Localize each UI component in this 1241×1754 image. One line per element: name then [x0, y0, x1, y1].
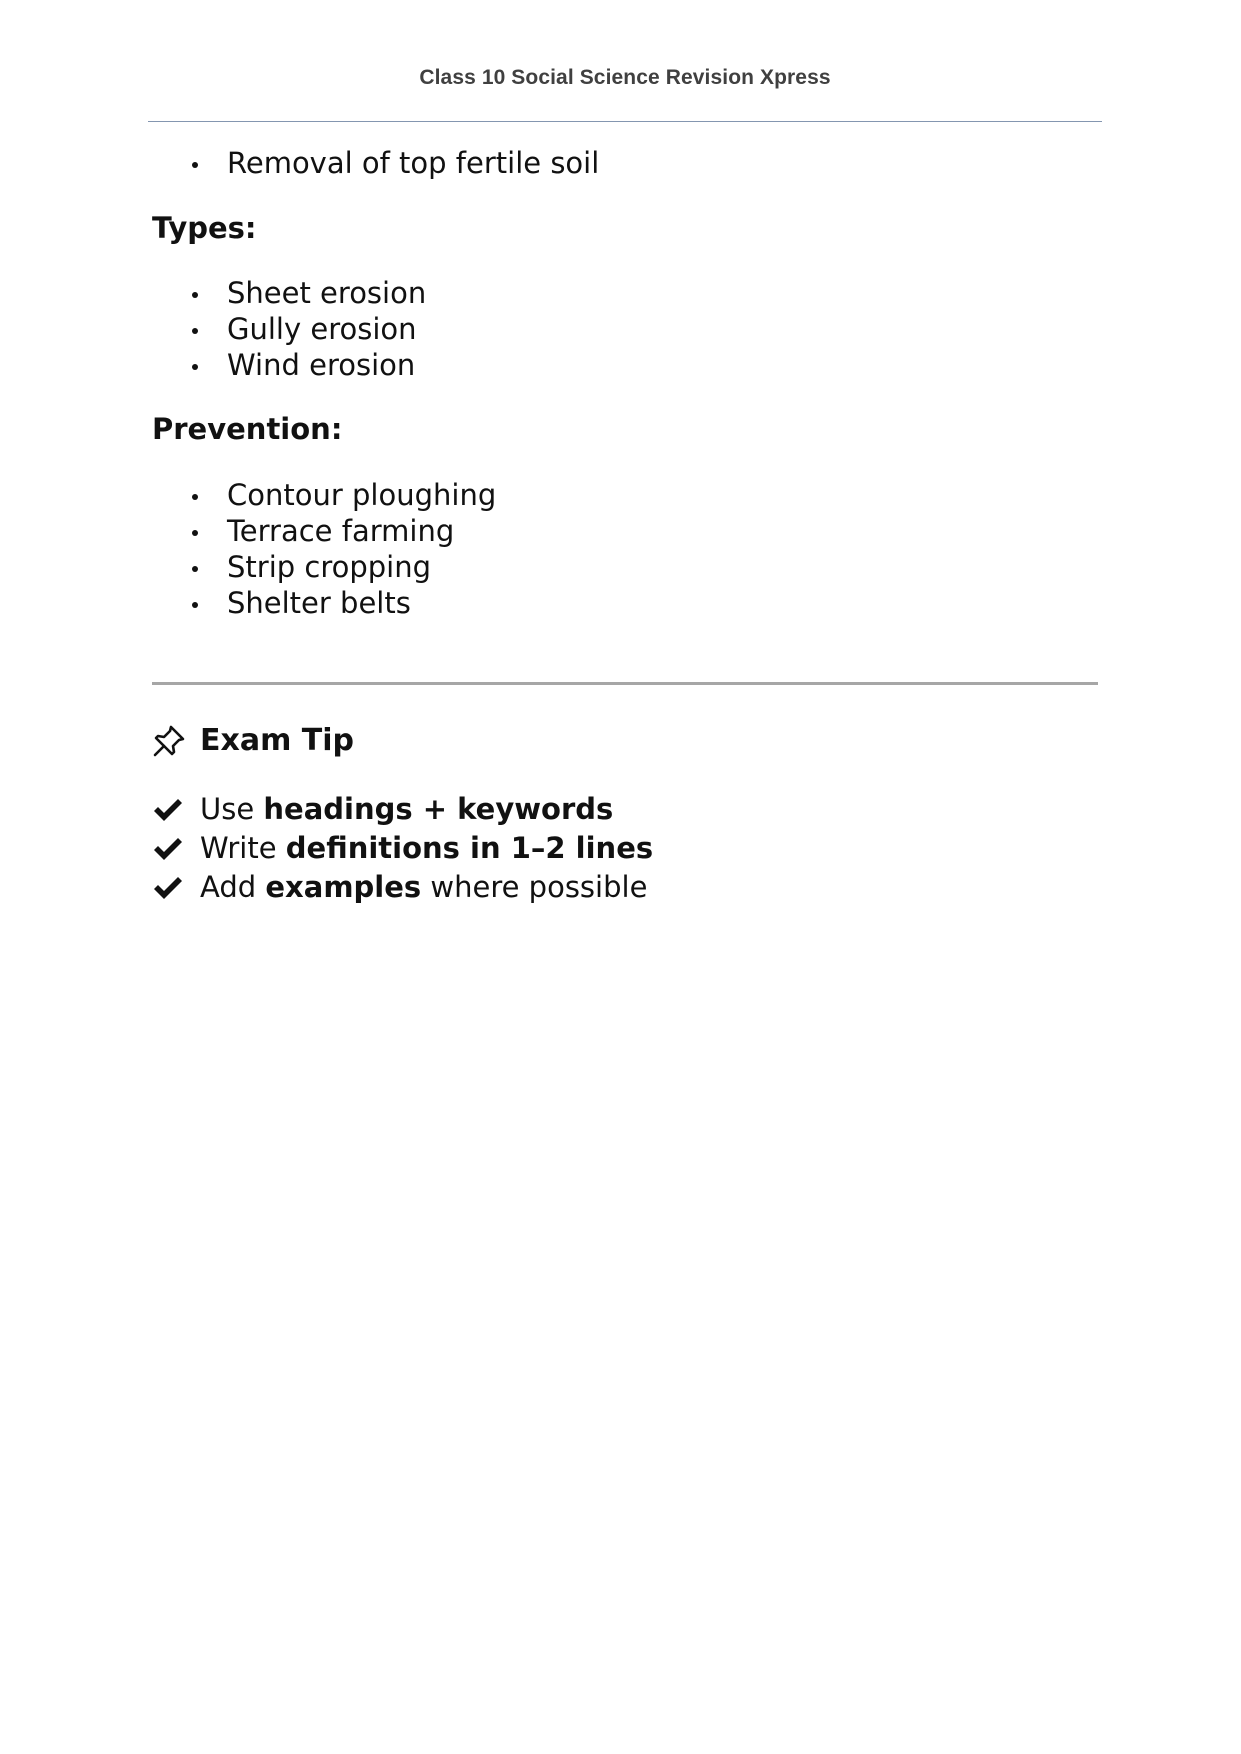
list-item: Sheet erosion	[152, 275, 1102, 311]
section-divider	[152, 682, 1098, 685]
tip-text: Write definitions in 1–2 lines	[200, 831, 654, 865]
page-header: Class 10 Social Science Revision Xpress	[419, 66, 831, 89]
list-item: Terrace farming	[152, 513, 1102, 549]
exam-tip-heading	[152, 723, 1102, 759]
tip-text: Use headings + keywords	[200, 792, 614, 826]
tip-item	[152, 868, 1102, 907]
checkmark-icon	[152, 874, 184, 902]
tip-text: Add examples where possible	[200, 870, 648, 904]
checkmark-icon	[152, 796, 184, 824]
exam-tip-list	[152, 790, 1102, 907]
list-item: Contour ploughing	[152, 477, 1102, 513]
tip-item	[152, 790, 1102, 829]
prevention-heading: Prevention:	[152, 412, 343, 446]
exam-tip-section	[152, 723, 1102, 907]
list-item: Strip cropping	[152, 549, 1102, 585]
exam-tip-title: Exam Tip	[200, 723, 355, 758]
tip-item	[152, 829, 1102, 868]
list-item: Gully erosion	[152, 311, 1102, 347]
types-heading: Types:	[152, 211, 257, 245]
pushpin-icon	[152, 724, 186, 758]
list-item: Removal of top fertile soil	[152, 145, 1102, 181]
main-content	[152, 145, 1102, 621]
list-item: Wind erosion	[152, 347, 1102, 383]
types-list	[152, 275, 1102, 383]
prevention-list	[152, 477, 1102, 621]
intro-list	[152, 145, 1102, 181]
header-rule	[148, 121, 1102, 122]
checkmark-icon	[152, 835, 184, 863]
list-item: Shelter belts	[152, 585, 1102, 621]
